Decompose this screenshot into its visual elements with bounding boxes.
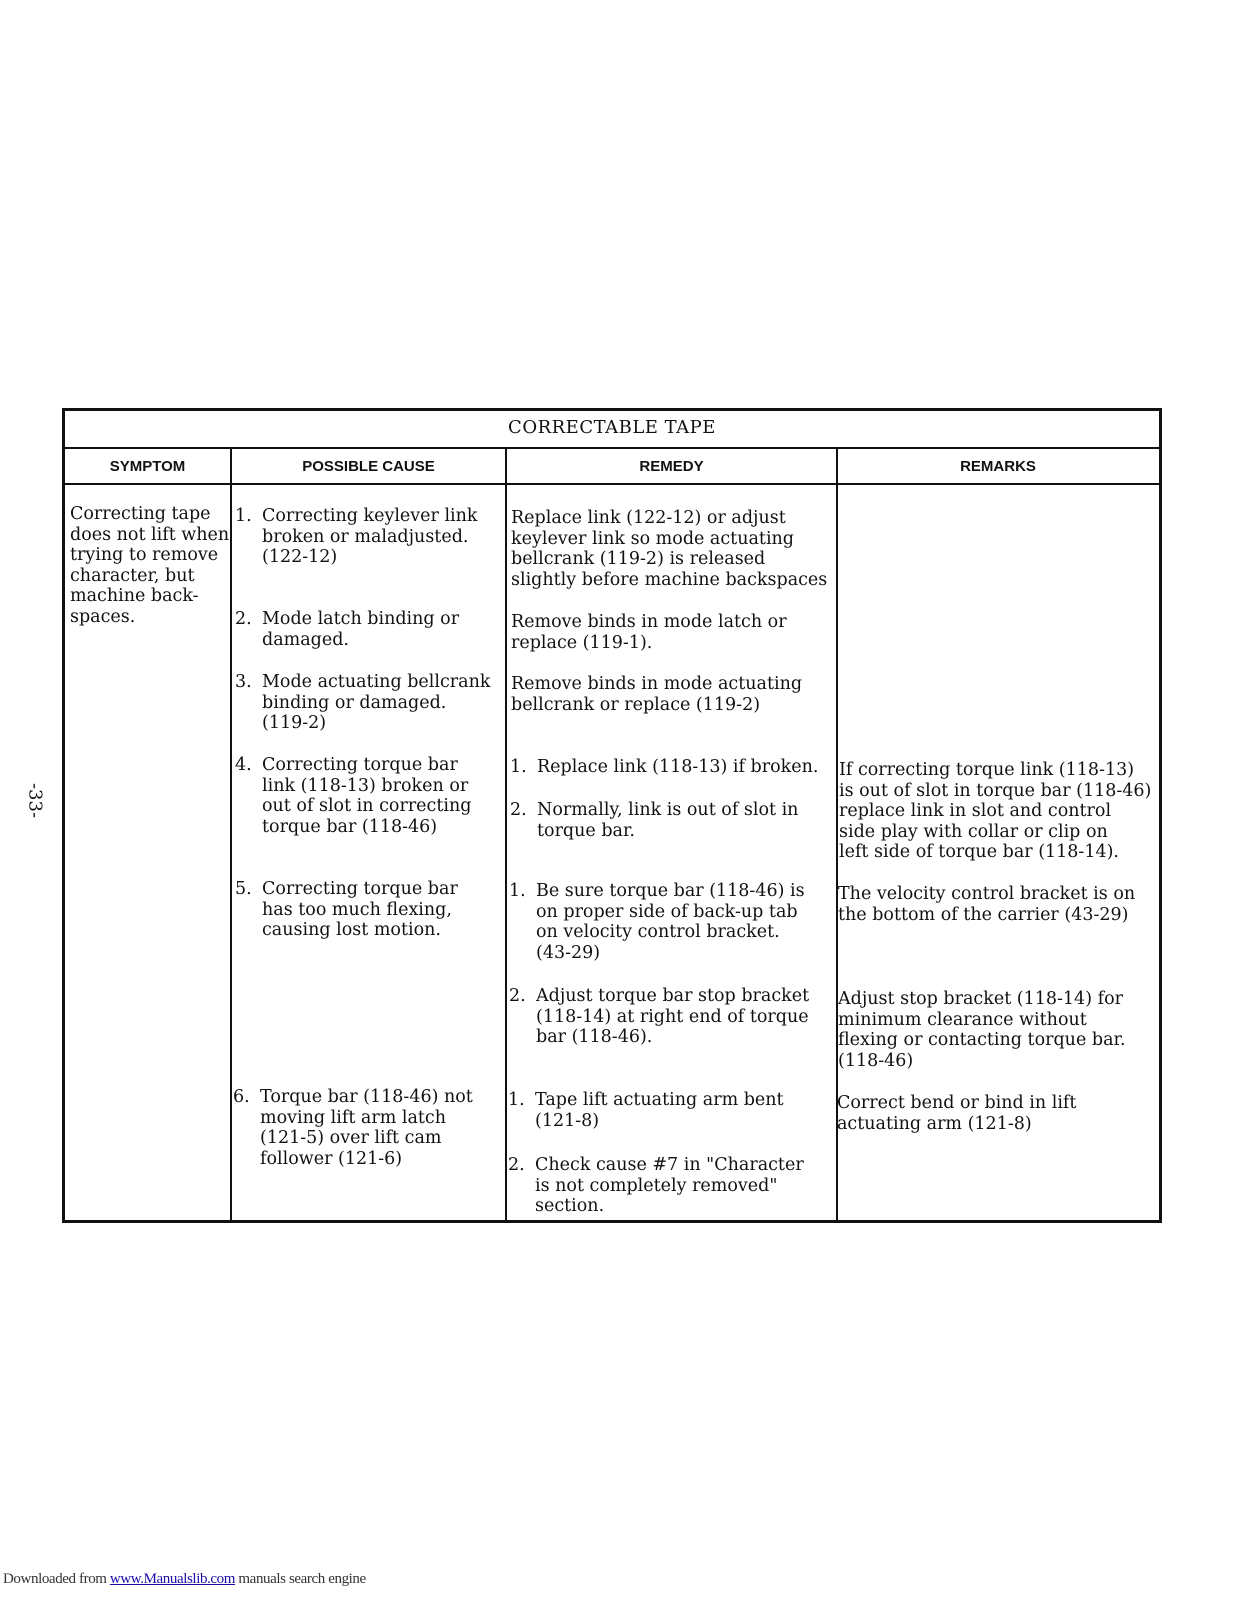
remedy-text: Normally, link is out of slot in torque bar. [537, 800, 799, 841]
cause-text: Mode latch binding or damaged. [262, 609, 460, 650]
cause-text: Correcting torque bar has too much flexing, causing lost motion. [262, 879, 458, 940]
troubleshooting-table [62, 408, 1162, 1223]
remedy-number: 2. [510, 800, 527, 820]
cause-text: Correcting keylever link broken or maladjusted. (122-12) [262, 506, 478, 567]
column-divider [505, 449, 507, 1220]
symptom-text: Correcting tape does not lift when trying to remove character, but machine back- spaces. [70, 504, 230, 627]
remedy-text: Replace link (122-12) or adjust keylever link so mode actuating bellcrank (119-2) is released slightly before machine backspaces [511, 508, 828, 590]
remedy-text: Remove binds in mode actuating bellcrank or replace (119-2) [511, 674, 803, 715]
remedy-text: Adjust torque bar stop bracket (118-14) at right end of torque bar (118-46). [536, 986, 810, 1047]
remedy-text: Be sure torque bar (118-46) is on proper side of back-up tab on velocity control bracket. (43-29) [536, 881, 805, 963]
cause-text: Correcting torque bar link (118-13) broken or out of slot in correcting torque bar (118-46) [262, 755, 472, 837]
remedy-number: 1. [508, 1090, 525, 1110]
header-remarks: REMARKS [960, 458, 1036, 475]
remarks-text: Adjust stop bracket (118-14) for minimum clearance without flexing or contacting torque bar. (118-46) [838, 989, 1126, 1071]
remedy-text: Check cause #7 in "Character is not completely removed" section. [535, 1155, 804, 1216]
cause-number: 5. [235, 879, 252, 899]
remedy-text: Remove binds in mode latch or replace (119-1). [511, 612, 787, 653]
cause-text: Mode actuating bellcrank binding or damaged. (119-2) [262, 672, 491, 733]
page-number: -33- [24, 782, 46, 819]
header-symptom: SYMPTOM [109, 458, 186, 475]
remarks-text: If correcting torque link (118-13) is out of slot in torque bar (118-46) replace link in slot and control side play with collar or clip on left side of torque bar (118-14). [839, 760, 1152, 862]
footer-suffix: manuals search engine [235, 1571, 366, 1587]
remedy-text: Replace link (118-13) if broken. [537, 757, 819, 777]
cause-text: Torque bar (118-46) not moving lift arm latch (121-5) over lift cam follower (121-6) [260, 1087, 473, 1169]
remarks-text: Correct bend or bind in lift actuating arm (121-8) [837, 1093, 1077, 1134]
remedy-number: 1. [509, 881, 526, 901]
column-divider [230, 449, 232, 1220]
manualslib-link[interactable]: www.Manualslib.com [109, 1571, 236, 1587]
download-footer [3, 1571, 366, 1588]
remedy-number: 1. [510, 757, 527, 777]
remedy-number: 2. [508, 1155, 525, 1175]
remedy-number: 2. [509, 986, 526, 1006]
table-title: CORRECTABLE TAPE [65, 411, 1159, 449]
footer-prefix: Downloaded from [3, 1571, 110, 1587]
header-possible-cause: POSSIBLE CAUSE [302, 458, 435, 475]
remarks-text: The velocity control bracket is on the bottom of the carrier (43-29) [838, 884, 1136, 925]
cause-number: 2. [235, 609, 252, 629]
cause-number: 4. [235, 755, 252, 775]
cause-number: 1. [235, 506, 252, 526]
cause-number: 6. [233, 1087, 250, 1107]
cause-number: 3. [235, 672, 252, 692]
header-remedy: REMEDY [639, 458, 704, 475]
remedy-text: Tape lift actuating arm bent (121-8) [535, 1090, 784, 1131]
